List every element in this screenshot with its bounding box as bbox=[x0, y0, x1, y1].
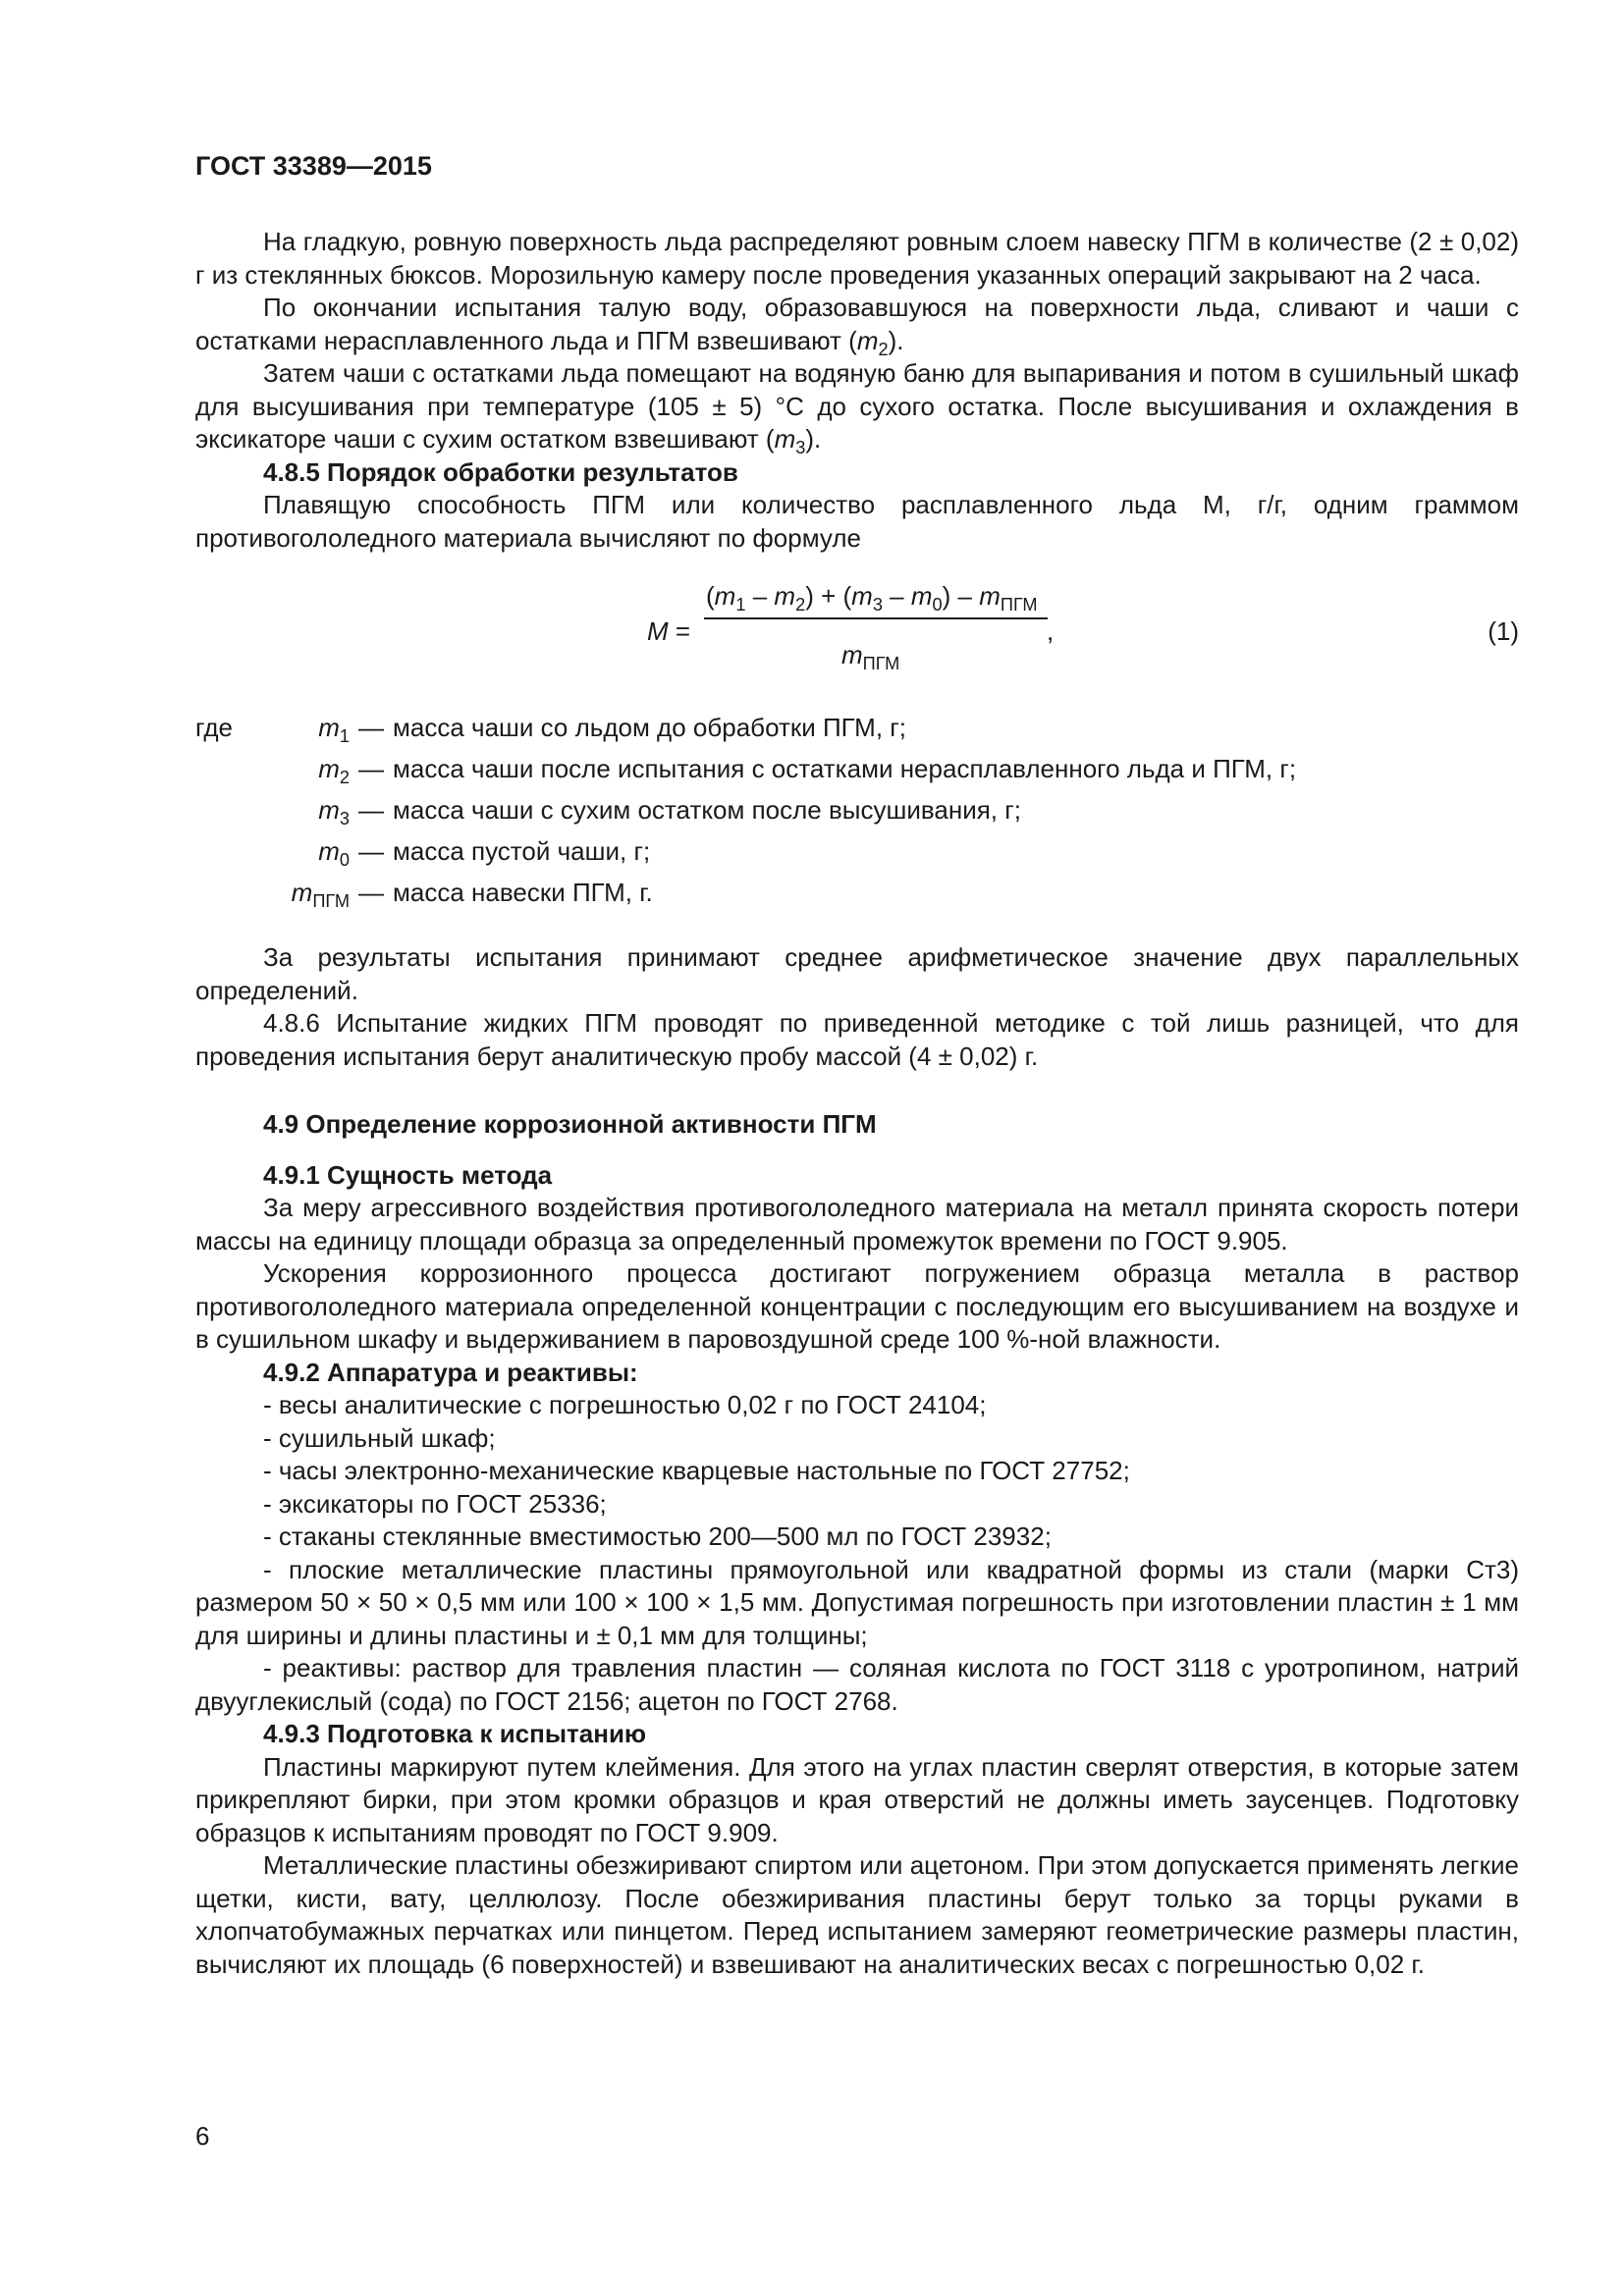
paragraph: Металлические пластины обезжиривают спиртом или ацетоном. При этом допускается применять легкие щетки, кисти, вату, целлюлозу. После обезжиривания пластины берут только за торцы руками в хлопчатобумажных перчатках или пинцетом. Перед испытанием замеряют геометрические размеры пластин, вычисляют их площадь (6 поверхностей) и взвешивают на аналитических весах с погрешностью 0,02 г. bbox=[195, 1850, 1519, 1979]
section-heading: 4.9 Определение коррозионной активности ПГМ bbox=[263, 1109, 877, 1139]
document-body bbox=[195, 226, 1519, 1981]
paragraph: Плавящую способность ПГМ или количество расплавленного льда M, г/г, одним граммом противогололедного материала вычисляют по формуле bbox=[195, 490, 1519, 553]
formula-numerator: $(m_1 - m_2) + (m_3 - m_0) - m_{ПГМ}$ bbox=[706, 581, 1038, 614]
list-item: - часы электронно-механические кварцевые настольные по ГОСТ 27752; bbox=[263, 1456, 1130, 1485]
fraction-bar bbox=[704, 617, 1048, 619]
list-item: - эксикаторы по ГОСТ 25336; bbox=[263, 1488, 607, 1519]
where-list bbox=[195, 712, 1519, 918]
paragraph: Ускорения коррозионного процесса достигают погружением образца металла в раствор противогололедного материала определенной концентрации с последующим его высушиванием на воздухе и в сушильном шкафу и выдерживанием в паровоздушной среде 100 %-ной влажности. bbox=[195, 1258, 1519, 1354]
formula-comma: , bbox=[1047, 616, 1055, 646]
list-item: - сушильный шкаф; bbox=[263, 1422, 496, 1453]
section-heading: 4.9.1 Сущность метода bbox=[263, 1159, 553, 1190]
list-item: - весы аналитические с погрешностью 0,02 г по ГОСТ 24104; bbox=[263, 1390, 987, 1419]
where-item: $m_3$ — масса чаши с сухим остатком после высушивания, г; bbox=[318, 795, 1021, 828]
where-item: где $m_1$ — масса чаши со льдом до обработки ПГМ, г; bbox=[195, 713, 906, 746]
section-heading: 4.9.2 Аппаратура и реактивы: bbox=[263, 1357, 638, 1387]
paragraph: За меру агрессивного воздействия противогололедного материала на металл принята скорость потери массы на единицу площади образца за определенный промежуток времени по ГОСТ 9.905. bbox=[195, 1193, 1519, 1255]
paragraph: На гладкую, ровную поверхность льда распределяют ровным слоем навеску ПГМ в количестве (2 ± 0,02) г из стеклянных бюксов. Морозильную камеру после проведения указанных операций закрывают на 2 часа. bbox=[195, 227, 1519, 290]
where-item: $m_2$ — масса чаши после испытания с остатками нерасплавленного льда и ПГМ, г; bbox=[318, 754, 1297, 787]
formula-denominator: $m_{ПГМ}$ bbox=[841, 640, 900, 673]
formula-fraction bbox=[704, 580, 1239, 619]
paragraph: Пластины маркируют путем клеймения. Для этого на углах пластин сверлят отверстия, в которые затем прикрепляют бирки, при этом кромки образцов и края отверстий не должны иметь заусенцев. Подготовку образцов к испытаниям проводят по ГОСТ 9.909. bbox=[195, 1751, 1519, 1847]
paragraph: По окончании испытания талую воду, образовавшуюся на поверхности льда, сливают и чаши с остатками нерасплавленного льда и ПГМ взвешивают $(m_2)$. bbox=[195, 293, 1519, 359]
list-item: - реактивы: раствор для травления пластин — соляная кислота по ГОСТ 3118 с уротропином, натрий двууглекислый (сода) по ГОСТ 2156; ацетон по ГОСТ 2768. bbox=[195, 1653, 1519, 1716]
paragraph: 4.8.6 Испытание жидких ПГМ проводят по приведенной методике с той лишь разницей, что для проведения испытания берут аналитическую пробу массой (4 ± 0,02) г. bbox=[195, 1008, 1519, 1071]
list-item: - стаканы стеклянные вместимостью 200—500 мл по ГОСТ 23932; bbox=[263, 1522, 1052, 1551]
document-id: ГОСТ 33389—2015 bbox=[195, 151, 432, 181]
paragraph: Затем чаши с остатками льда помещают на водяную баню для выпаривания и потом в сушильный шкаф для высушивания при температуре (105 ± 5) °С до сухого остатка. После высушивания и охлаждения в эксикаторе чаши с сухим остатком взвешивают $(m_3)$. bbox=[195, 358, 1519, 457]
list-item: - плоские металлические пластины прямоугольной или квадратной формы из стали (марки Ст3) размером 50 × 50 × 0,5 мм или 100 × 100 × 1,5 мм. Допустимая погрешность при изготовлении пластин ± 1 мм для ширины и длины пластины и ± 0,1 мм для толщины; bbox=[195, 1554, 1519, 1650]
page-number: 6 bbox=[195, 2121, 210, 2151]
where-item: $m_{ПГМ}$ — масса навески ПГМ, г. bbox=[291, 878, 653, 911]
formula-number: (1) bbox=[1488, 616, 1519, 646]
where-item: $m_0$ — масса пустой чаши, г; bbox=[318, 836, 651, 870]
equipment-list bbox=[195, 1389, 1519, 1718]
paragraph: За результаты испытания принимают среднее арифметическое значение двух параллельных определений. bbox=[195, 942, 1519, 1005]
section-heading: 4.8.5 Порядок обработки результатов bbox=[263, 456, 738, 487]
formula bbox=[195, 580, 1519, 682]
section-heading: 4.9.3 Подготовка к испытанию bbox=[263, 1719, 647, 1748]
formula-lhs: M = bbox=[647, 616, 691, 646]
